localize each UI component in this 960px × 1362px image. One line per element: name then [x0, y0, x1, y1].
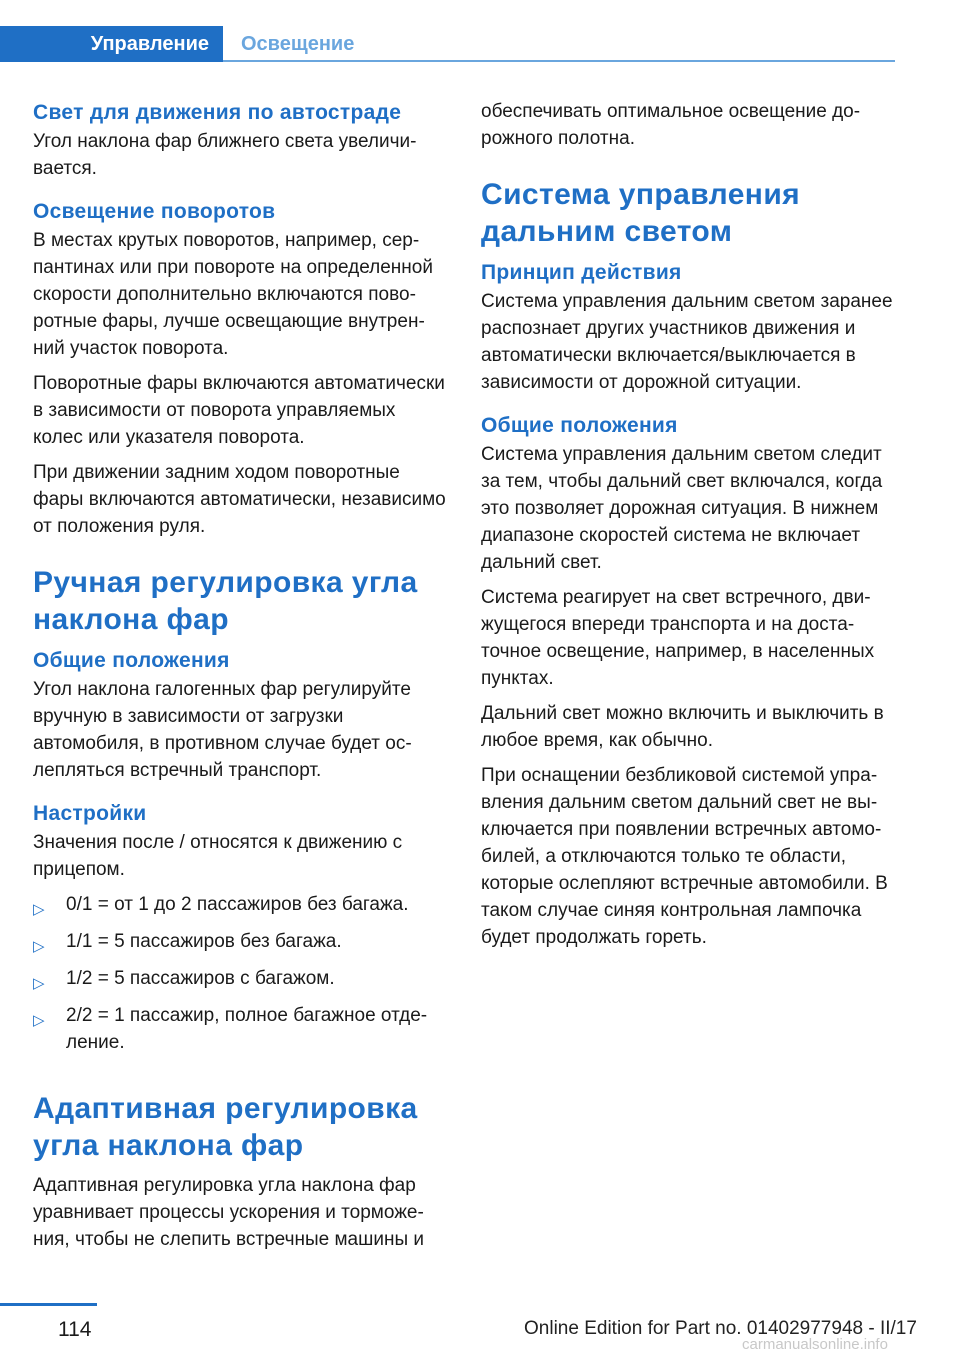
tab-osveshchenie[interactable]: Освещение — [241, 32, 355, 55]
heading-principle: Принцип действия — [481, 261, 682, 284]
triangle-bullet-icon: ▷ — [33, 938, 45, 955]
right-column — [481, 98, 896, 951]
section-title-adaptive-leveling: Адаптивная регулировка угла наклона фар — [33, 1092, 418, 1162]
heading-settings: Настройки — [33, 802, 147, 825]
watermark: carmanualsonline.info — [742, 1336, 888, 1353]
triangle-bullet-icon: ▷ — [33, 901, 45, 918]
paragraph: Дальний свет можно включить и выключить в любое время, как обычно. — [481, 703, 884, 751]
list-item: ▷ 2/2 = 1 пассажир, полное багажное отделение. — [33, 1005, 428, 1053]
list-item: ▷ 1/2 = 5 пассажиров с багажом. — [33, 965, 448, 992]
footer-rule — [0, 1303, 97, 1306]
paragraph: При оснащении безбликовой системой управления дальним светом дальний свет не выключается при появлении встречных автомобилей, а отключаются только те области, которые ослепляют встречные автомобили. В таком случае синяя контрольная лампочка будет продолжать гореть. — [481, 765, 888, 948]
edition-note: Online Edition for Part no. 01402977948 - II/17 — [524, 1318, 917, 1339]
triangle-bullet-icon: ▷ — [33, 1012, 45, 1029]
list-item: ▷ 0/1 = от 1 до 2 пассажиров без багажа. — [33, 891, 448, 918]
list-item: ▷ 1/1 = 5 пассажиров без багажа. — [33, 928, 448, 955]
section-title-high-beam-assist: Система управления дальним светом — [481, 178, 801, 248]
heading-general: Общие положения — [481, 414, 678, 437]
paragraph: Значения после / относятся к движению с прицепом. — [33, 832, 403, 880]
paragraph: При движении задним ходом поворотные фары включаются автоматически, независимо от положения руля. — [33, 462, 446, 537]
paragraph: обеспечивать оптимальное освещение дорожного полотна. — [481, 101, 861, 149]
section-title-manual-leveling: Ручная регулировка угла наклона фар — [33, 566, 418, 636]
paragraph: Система управления дальним светом следит за тем, чтобы дальний свет включался, когда это позволяет дорожная ситуация. В нижнем диапазоне скоростей система не включает дальний свет. — [481, 444, 883, 573]
paragraph: Система управления дальним светом заранее распознает других участников движения и автоматически включается/выключается в зависимости от дорожной ситуации. — [481, 291, 893, 393]
paragraph: Адаптивная регулировка угла наклона фар уравнивает процессы ускорения и торможения, чтобы не слепить встречные машины и — [33, 1175, 425, 1250]
paragraph: Угол наклона фар ближнего света увеличивается. — [33, 131, 417, 179]
section-tab-bar — [0, 26, 895, 62]
paragraph: В местах крутых поворотов, например, серпантинах или при повороте на определенной скорости дополнительно включаются поворотные фары, лучше освещающие внутренний участок поворота. — [33, 230, 433, 359]
left-column — [33, 98, 448, 1253]
heading-cornering-light: Освещение поворотов — [33, 200, 276, 223]
tab-upravlenie[interactable]: Управление — [0, 26, 223, 62]
heading-highway-light: Свет для движения по автостраде — [33, 101, 402, 124]
triangle-bullet-icon: ▷ — [33, 975, 45, 992]
paragraph: Угол наклона галогенных фар регулируйте вручную в зависимости от загрузки автомобиля, в противном случае будет ослепляться встречный транспорт. — [33, 679, 412, 781]
paragraph: Система реагирует на свет встречного, движущегося впереди транспорта и на достаточное освещение, например, в населенных пунктах. — [481, 587, 875, 689]
heading-general: Общие положения — [33, 649, 230, 672]
settings-list — [33, 891, 448, 1056]
page-number: 114 — [58, 1318, 92, 1341]
paragraph: Поворотные фары включаются автоматически в зависимости от поворота управляемых колес или указателя поворота. — [33, 373, 445, 448]
